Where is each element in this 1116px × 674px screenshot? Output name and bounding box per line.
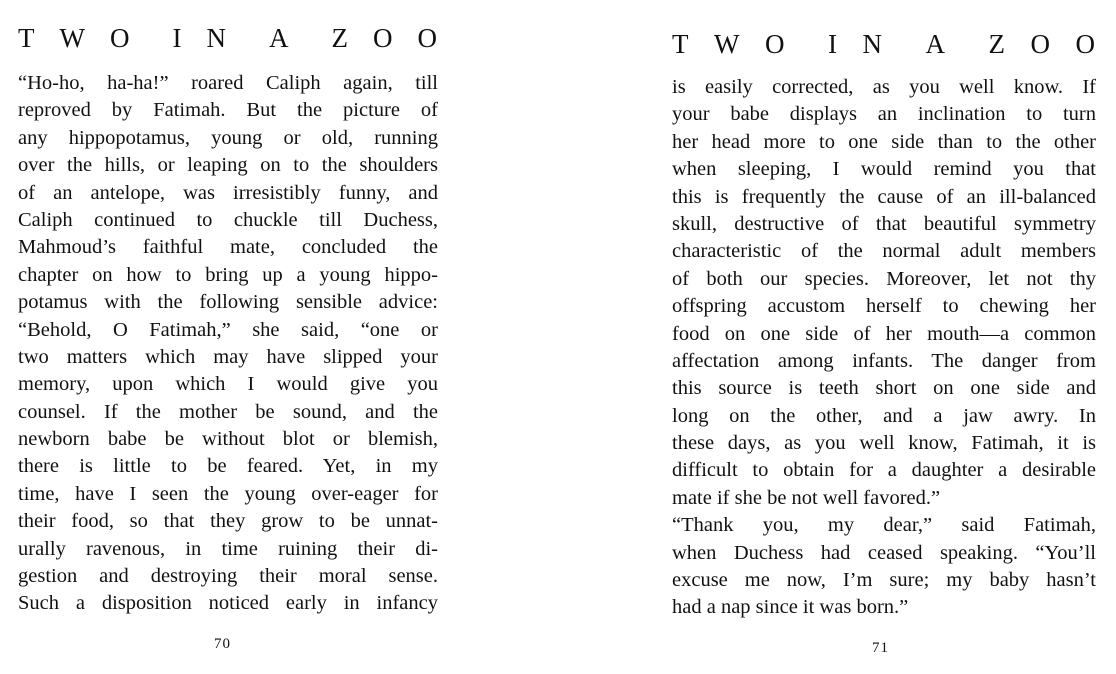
text-line: counsel. If the mother be sound, and the (18, 400, 438, 423)
running-head-letter: O (1030, 29, 1051, 59)
text-line: had a nap since it was born.” (672, 596, 909, 619)
text-line: your babe displays an inclination to turn (672, 103, 1096, 126)
text-line: her head more to one side than to the other (672, 130, 1096, 153)
text-line: gestion and destroying their moral sense. (18, 565, 438, 588)
text-line: newborn babe be without blot or blemish, (18, 428, 438, 451)
body-text (18, 70, 438, 618)
page-number: 71 (872, 640, 889, 656)
text-line: when Duchess had ceased speaking. “You’ll (672, 541, 1096, 564)
text-line: excuse me now, I’m sure; my baby hasn’t (672, 569, 1096, 592)
text-line: there is little to be feared. Yet, in my (18, 455, 438, 478)
running-head (18, 20, 438, 56)
text-line: “Thank you, my dear,” said Fatimah, (672, 514, 1096, 537)
running-head-letter: O (764, 29, 786, 59)
text-line: “Behold, O Fatimah,” she said, “one or (18, 318, 438, 341)
text-line: of an antelope, was irresistibly funny, and (18, 181, 438, 204)
running-head-letter: O (417, 23, 438, 53)
running-head-letter: W (714, 29, 741, 59)
text-line: Such a disposition noticed early in infancy (18, 592, 438, 615)
text-line: food on one side of her mouth—a common (672, 322, 1096, 345)
text-line: two matters which may have slipped your (18, 345, 438, 368)
text-line: this is frequently the cause of an ill-balanced (672, 185, 1096, 208)
text-line: characteristic of the normal adult members (672, 240, 1096, 263)
running-head-letter: O (1075, 29, 1096, 59)
text-line: mate if she be not well favored.” (672, 486, 941, 509)
text-line: difficult to obtain for a daughter a desirable (672, 459, 1096, 482)
text-line: time, have I seen the young over-eager for (18, 482, 438, 505)
running-head-letter: Z (988, 29, 1006, 59)
text-line: their food, so that they grow to be unnat- (18, 510, 438, 533)
running-head-letter: Z (331, 23, 349, 53)
text-line: when sleeping, I would remind you that (672, 158, 1096, 181)
text-line: any hippopotamus, young or old, running (18, 126, 438, 149)
text-line: reproved by Fatimah. But the picture of (18, 99, 438, 122)
text-line: Caliph continued to chuckle till Duchess, (18, 208, 438, 231)
text-line: chapter on how to bring up a young hippo- (18, 263, 438, 286)
running-head-letter: A (925, 29, 946, 59)
text-line: urally ravenous, in time ruining their di- (18, 537, 438, 560)
body-text (672, 74, 1096, 622)
text-line: of both our species. Moreover, let not thy (672, 267, 1096, 290)
running-head-letter: O (109, 23, 131, 53)
running-head-letter: N (862, 29, 883, 59)
text-line: memory, upon which I would give you (18, 373, 438, 396)
page-number: 70 (214, 636, 231, 652)
running-head-letter: W (59, 23, 86, 53)
text-line: long on the other, and a jaw awry. In (672, 404, 1096, 427)
running-head-letter: I (172, 23, 183, 53)
running-head-letter: A (268, 23, 290, 53)
text-line: “Ho-ho, ha-ha!” roared Caliph again, till (18, 72, 438, 94)
running-head (672, 26, 1096, 62)
text-line: these days, as you well know, Fatimah, it is (672, 432, 1096, 455)
text-line: affectation among infants. The danger from (672, 349, 1096, 372)
running-head-letter: O (372, 23, 394, 53)
text-line: offspring accustom herself to chewing her (672, 295, 1096, 318)
text-line: over the hills, or leaping on to the shoulders (18, 154, 438, 177)
running-head-letter: T (18, 23, 36, 53)
text-line: skull, destructive of that beautiful symmetry (672, 212, 1096, 235)
text-line: this source is teeth short on one side and (672, 377, 1096, 400)
text-line: is easily corrected, as you well know. If (672, 76, 1096, 98)
text-line: Mahmoud’s faithful mate, concluded the (18, 236, 438, 259)
text-line: potamus with the following sensible advice: (18, 291, 438, 314)
running-head-letter: T (672, 29, 690, 59)
running-head-letter: N (206, 23, 227, 53)
running-head-letter: I (827, 29, 838, 59)
